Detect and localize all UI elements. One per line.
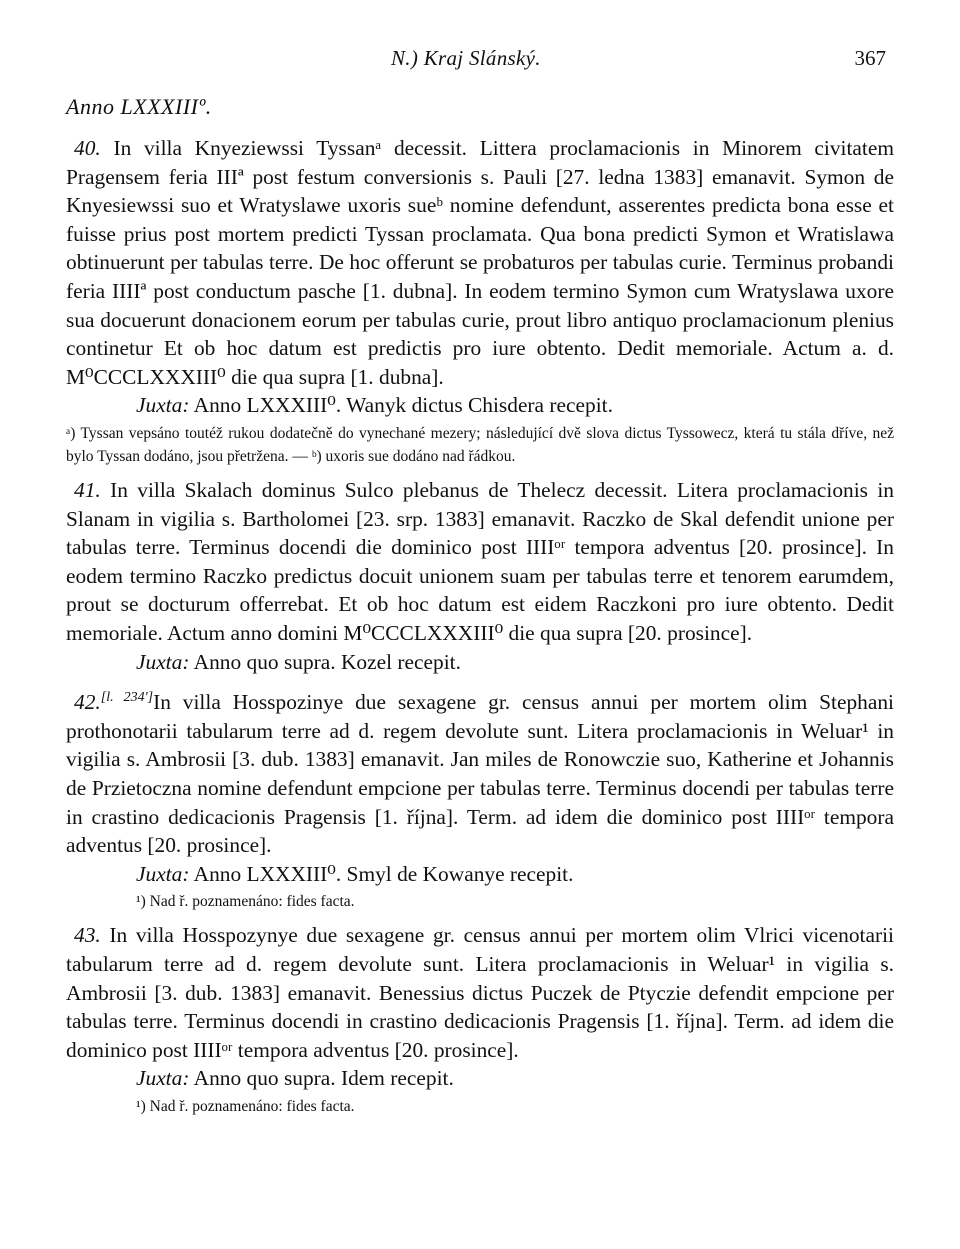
entry-number: 42. bbox=[74, 690, 101, 715]
entry-text: In villa Knyeziewssi Tyssanᵃ decessit. Littera proclamacionis in Minorem civitatem Pragensem feria IIIª post festum conversionis s. Pauli [27. ledna 1383] emanavit. Symon de Knyesiewssi suo et Wratyslawe uxoris sueᵇ nomine defendunt, asserentes predicta bona esse et fuisse prius post mortem predicti Tyssan proclamata. Qua bona predicti Symon et Wratislawa obtinuerunt per tabulas terre. De hoc offerunt se probaturos per tabulas curie. Terminus probandi feria IIIIª post conductum pasche [1. dubna]. In eodem termino Symon cum Wratyslawa uxore sua docuerunt donacionem eorum per tabulas curie, prout libro antiquo proclamacionum plenius continetur Et ob hoc datum est predictis pro iure obtento. Dedit memoriale. Actum a. d. M⁰CCCLXXXIII⁰ die qua supra [1. dubna]. bbox=[66, 136, 894, 389]
footnote: ᵃ) Tyssan vepsáno toutéž rukou dodatečně do vynechané mezery; následující dvě slova dictus Tyssowecz, která tu stála dříve, než bylo Tyssan dodáno, jsou přetržena. — ᵇ) uxoris sue dodáno nad řádkou. bbox=[66, 424, 894, 465]
juxta-label: Juxta: bbox=[136, 861, 190, 886]
entry-body bbox=[66, 476, 894, 648]
margin-reference: [l. 234'] bbox=[100, 690, 154, 706]
juxta-text: Anno LXXXIII⁰. Wanyk dictus Chisdera recepit. bbox=[193, 393, 613, 418]
entry-text: In villa Hosspozinye due sexagene gr. census annui per mortem olim Stephani prothonotarii tabularum terre ad d. regem devolute sunt. Litera proclamacionis in Weluar¹ in vigilia s. Ambrosii [3. dub. 1383] emanavit. Jan miles de Ronowczie suo, Katherine et Johannis de Przietoczna nomine defendunt empcione per tabulas terre. Terminus docendi per tabulas terre in crastino dedicacionis Pragensis [1. října]. Term. ad idem die dominico post IIIIᵒʳ tempora adventus [20. prosince]. bbox=[66, 690, 894, 858]
entry-40 bbox=[66, 134, 894, 468]
juxta-line bbox=[66, 860, 894, 889]
juxta-line bbox=[66, 1064, 894, 1093]
juxta-text: Anno LXXXIII⁰. Smyl de Kowanye recepit. bbox=[193, 861, 574, 886]
footnote: ¹) Nad ř. poznamenáno: fides facta. bbox=[136, 893, 355, 911]
juxta-label: Juxta: bbox=[136, 393, 190, 418]
juxta-label: Juxta: bbox=[136, 1066, 190, 1091]
entry-number: 41. bbox=[74, 477, 101, 502]
entry-body bbox=[66, 684, 894, 860]
entry-body bbox=[66, 921, 894, 1064]
entry-number: 43. bbox=[74, 923, 101, 948]
entry-41 bbox=[66, 476, 894, 676]
footnote: ¹) Nad ř. poznamenáno: fides facta. bbox=[136, 1097, 355, 1115]
juxta-label: Juxta: bbox=[136, 649, 190, 674]
year-heading: Anno LXXXIIIº. bbox=[66, 94, 212, 119]
page-number: 367 bbox=[854, 46, 886, 70]
entry-42 bbox=[66, 684, 894, 913]
running-head bbox=[66, 42, 894, 78]
entry-number: 40. bbox=[74, 136, 101, 160]
running-title: N.) Kraj Slánský. bbox=[391, 46, 541, 70]
juxta-text: Anno quo supra. Kozel recepit. bbox=[193, 649, 461, 674]
juxta-line bbox=[66, 648, 894, 677]
entry-43 bbox=[66, 921, 894, 1118]
juxta-line bbox=[66, 391, 894, 420]
entry-body bbox=[66, 134, 894, 391]
entry-text: In villa Skalach dominus Sulco plebanus de Thelecz decessit. Litera proclamacionis in Slanam in vigilia s. Bartholomei [23. srp. 1383] emanavit. Raczko de Skal defendit unione per tabulas terre. Terminus docendi die dominico post IIIIᵒʳ tempora adventus [20. prosince]. In eodem termino Raczko predictus docuit unionem suam per tabulas terre et tenorem earumdem, prout se docturum offerrebat. Et ob hoc datum est eidem Raczkoni pro iure obtento. Dedit memoriale. Actum anno domini M⁰CCCLXXXIII⁰ die qua supra [20. prosince]. bbox=[66, 477, 894, 645]
entry-text: In villa Hosspozynye due sexagene gr. census annui per mortem olim Vlrici vicenotarii tabularum terre ad d. regem devolute sunt. Litera proclamacionis in Weluar¹ in vigilia s. Ambrosii [3. dub. 1383] emanavit. Benessius dictus Puczek de Ptyczie defendit empcione per tabulas terre. Terminus docendi in crastino dedicacionis Pragensis [1. října]. Term. ad idem die dominico post IIIIᵒʳ tempora adventus [20. prosince]. bbox=[66, 923, 894, 1062]
juxta-text: Anno quo supra. Idem recepit. bbox=[193, 1066, 454, 1091]
